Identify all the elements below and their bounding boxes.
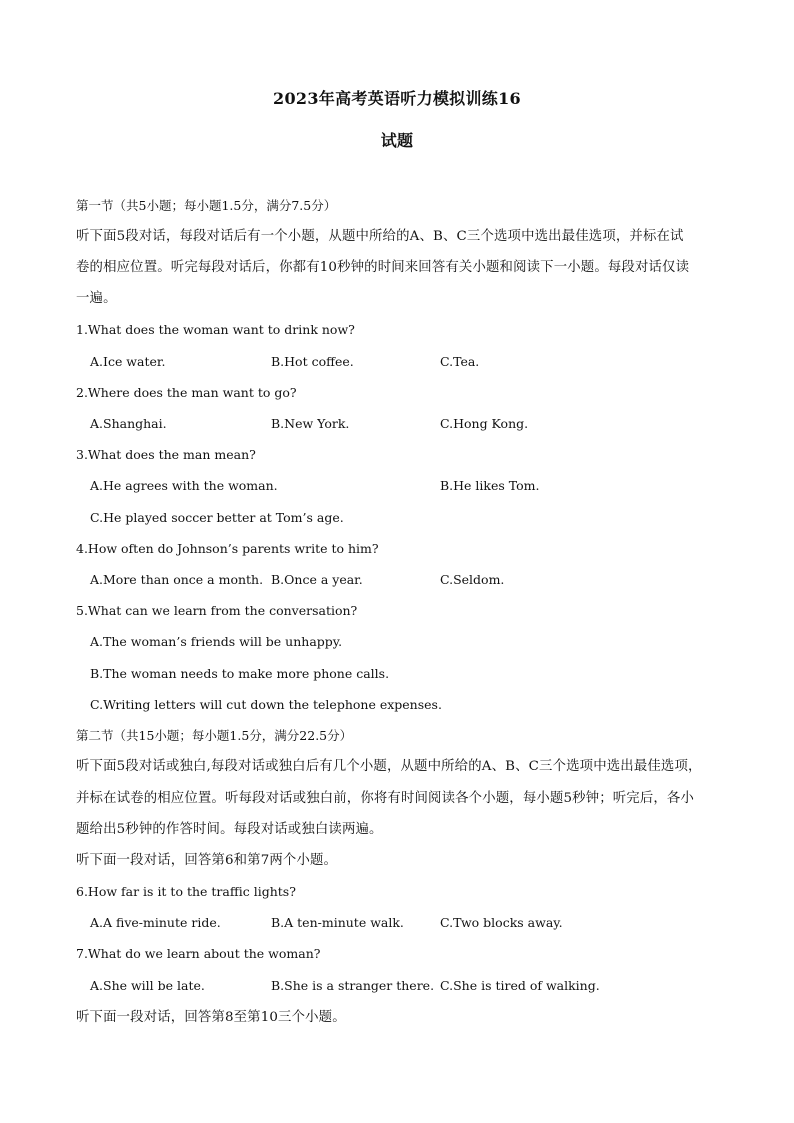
question-7: 7.What do we learn about the woman? [76,946,321,961]
group-2-instruction: 听下面一段对话，回答第8至第10三个小题。 [76,1010,346,1025]
question-6-option-a: A.A five-minute ride. [90,915,221,930]
section-2-instructions-line-3: 题给出5秒钟的作答时间。每段对话或独白读两遍。 [76,822,383,837]
question-5-option-a: A.The woman’s friends will be unhappy. [90,634,343,649]
question-3-option-a: A.He agrees with the woman. [90,478,278,493]
question-2-option-c: C.Hong Kong. [440,416,529,431]
question-6: 6.How far is it to the traffic lights? [76,884,296,899]
question-7-option-a: A.She will be late. [90,978,205,993]
question-2-option-b: B.New York. [271,416,350,431]
section-2-instructions-line-2: 并标在试卷的相应位置。听每段对话或独白前，你将有时间阅读各个小题，每小题5秒钟；听完后，各小 [76,791,694,806]
question-1-option-a: A.Ice water. [90,354,166,369]
question-5-option-c: C.Writing letters will cut down the telephone expenses. [90,697,442,712]
question-3: 3.What does the man mean? [76,447,256,462]
question-6-option-b: B.A ten-minute walk. [271,915,404,930]
section-1-instructions-line-1: 听下面5段对话，每段对话后有一个小题，从题中所给的A、B、C三个选项中选出最佳选项，并标在试 [76,229,684,244]
question-4-option-a: A.More than once a month. [90,572,264,587]
question-4-option-b: B.Once a year. [271,572,363,587]
question-7-option-b: B.She is a stranger there. [271,978,435,993]
question-3-option-c: C.He played soccer better at Tom’s age. [90,510,344,525]
section-1-instructions-line-3: 一遍。 [76,291,117,306]
question-5-option-b: B.The woman needs to make more phone calls. [90,666,390,681]
question-4-option-c: C.Seldom. [440,572,505,587]
section-2-instructions-line-1: 听下面5段对话或独白,每段对话或独白后有几个小题，从题中所给的A、B、C三个选项中选出最佳选项， [76,759,702,774]
question-6-option-c: C.Two blocks away. [440,915,563,930]
question-2-option-a: A.Shanghai. [90,416,167,431]
question-1: 1.What does the woman want to drink now? [76,322,355,337]
question-3-option-b: B.He likes Tom. [440,478,540,493]
page-title: 2023年高考英语听力模拟训练16 [273,89,521,108]
section-1-instructions-line-2: 卷的相应位置。听完每段对话后，你都有10秒钟的时间来回答有关小题和阅读下一小题。每段对话仅读 [76,260,690,275]
question-1-option-c: C.Tea. [440,354,480,369]
question-1-option-b: B.Hot coffee. [271,354,354,369]
question-2: 2.Where does the man want to go? [76,385,297,400]
group-1-instruction: 听下面一段对话，回答第6和第7两个小题。 [76,853,338,868]
question-5: 5.What can we learn from the conversation? [76,603,358,618]
section-1-heading: 第一节（共5小题；每小题1.5分，满分7.5分） [76,198,337,213]
question-4: 4.How often do Johnson’s parents write to him? [76,541,379,556]
question-7-option-c: C.She is tired of walking. [440,978,600,993]
section-2-heading: 第二节（共15小题；每小题1.5分，满分22.5分） [76,728,353,743]
page-subtitle: 试题 [380,131,414,150]
